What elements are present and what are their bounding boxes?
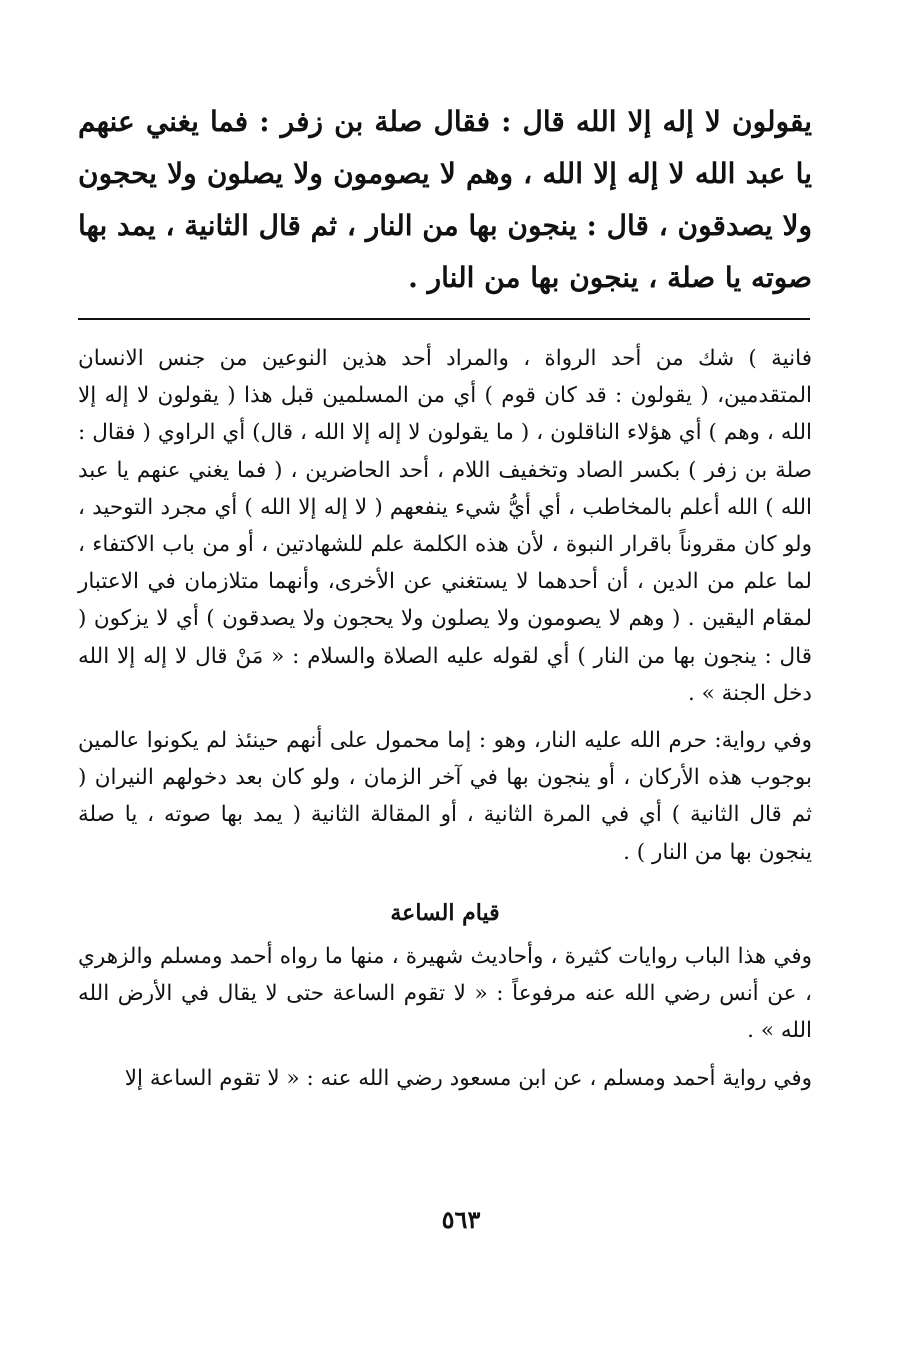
footnote-divider xyxy=(78,318,810,320)
commentary-paragraph: وفي هذا الباب روايات كثيرة ، وأحاديث شهيرة ، منها ما رواه أحمد ومسلم والزهري ، عن أنس رضي الله عنه مرفوعاً : « لا تقوم الساعة حتى لا يقال في الأرض الله الله » . xyxy=(78,944,812,1044)
page-number: ٥٦٣ xyxy=(441,1205,481,1234)
commentary-paragraph: وفي رواية: حرم الله عليه النار، وهو : إما محمول على أنهم حينئذ لم يكونوا عالمين بوجوب هذه الأركان ، أو ينجون بها في آخر الزمان ، ولو كان بعد دخولهم النيران ( ثم قال الثانية ) أي في المرة الثانية ، أو المقالة الثانية ( يمد بها صوته ، يا صلة ينجون بها من النار ) . xyxy=(78,728,812,865)
main-text-block xyxy=(78,96,812,304)
section-heading: قيام الساعة xyxy=(390,899,500,926)
commentary-block xyxy=(78,340,812,1107)
commentary-paragraph: وفي رواية أحمد ومسلم ، عن ابن مسعود رضي الله عنه : « لا تقوم الساعة إلا xyxy=(124,1065,812,1091)
commentary-paragraph: فانية ) شك من أحد الرواة ، والمراد أحد هذين النوعين من جنس الانسان المتقدمين، ( يقولون : قد كان قوم ) أي من المسلمين قبل هذا ( يقولون لا إله إلا الله ، وهم ) أي هؤلاء الناقلون ، ( ما يقولون لا إله إلا الله ، قال) أي الراوي ( فقال : صلة بن زفر ) بكسر الصاد وتخفيف اللام ، أحد الحاضرين ، ( فما يغني عنهم يا عبد الله ) الله أعلم بالمخاطب ، أي أيُّ شيء ينفعهم ( لا إله إلا الله ) أي مجرد التوحيد ، ولو كان مقروناً باقرار النبوة ، لأن هذه الكلمة علم للشهادتين ، أو من باب الاكتفاء ، لما علم من الدين ، أن أحدهما لا يستغني عن الأخرى، وأنهما متلازمان في الاعتبار لمقام اليقين . ( وهم لا يصومون ولا يصلون ولا يحجون ولا يصدقون ) أي لا يزكون ( قال : ينجون بها من النار ) أي لقوله عليه الصلاة والسلام : « مَنْ قال لا إله إلا الله دخل الجنة » . xyxy=(78,346,812,706)
main-paragraph: يقولون لا إله إلا الله قال : فقال صلة بن زفر : فما يغني عنهم يا عبد الله لا إله إلا الله ، وهم لا يصومون ولا يصلون ولا يحجون ولا يصدقون ، قال : ينجون بها من النار ، ثم قال الثانية ، يمد بها صوته يا صلة ، ينجون بها من النار . xyxy=(78,105,812,294)
